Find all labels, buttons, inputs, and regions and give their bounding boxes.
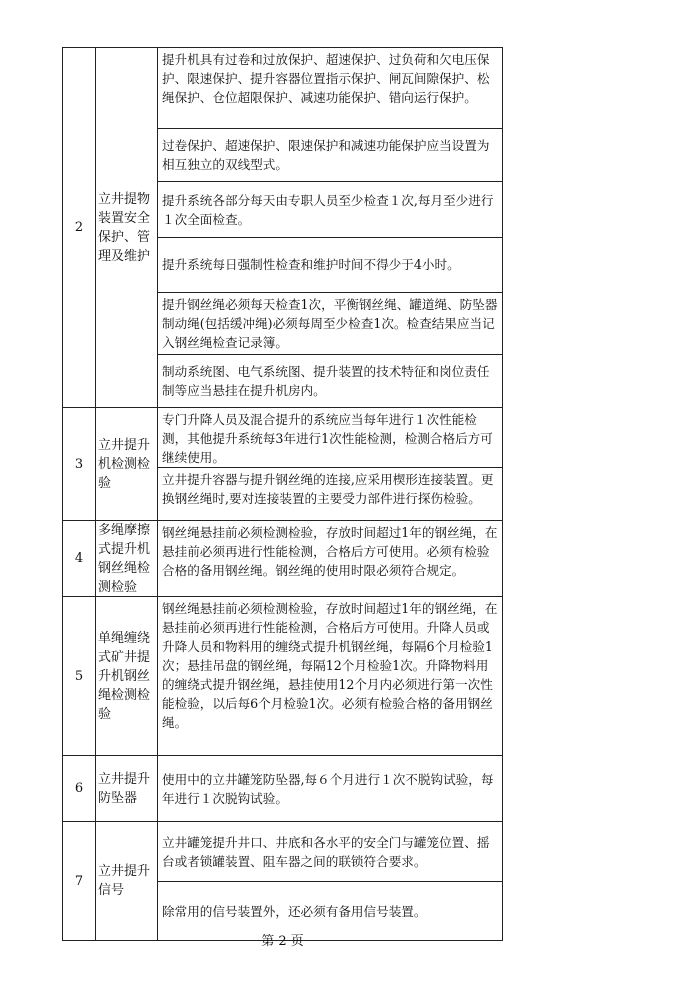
requirement-text: 提升系统每日强制性检查和维护时间不得少于4小时。	[162, 257, 460, 273]
row-category: 立井提升防坠器	[96, 756, 158, 821]
requirement-text: 钢丝绳悬挂前必须检测检验，存放时间超过1年的钢丝绳，在悬挂前必须再进行性能检测，合格后方可使用。升降人员或升降人员和物料用的缠绕式提升机钢丝绳，每隔6个月检验1次；悬挂吊盘的钢丝绳，每隔12个月检验1次。升降物料用的缠绕式提升钢丝绳，悬挂使用12个月内必须进行第一次性能检验，以后每6个月检验1次。必须有检验合格的备用钢丝绳。	[162, 601, 498, 730]
requirement-text: 过卷保护、超速保护、限速保护和减速功能保护应当设置为相互独立的双线型式。	[162, 137, 490, 172]
row-category: 立井提升机检测检验	[96, 408, 158, 520]
table-row	[62, 822, 503, 941]
requirement-cell	[158, 756, 502, 821]
row-number: 6	[63, 756, 96, 821]
requirement-cell	[158, 822, 502, 882]
requirement-cell	[158, 238, 502, 293]
row-number: 5	[63, 597, 96, 755]
requirement-text: 钢丝绳悬挂前必须检测检验，存放时间超过1年的钢丝绳，在悬挂前必须再进行性能检测，合格后方可使用。必须有检验合格的备用钢丝绳。钢丝绳的使用时限必须符合规定。	[162, 525, 498, 578]
table-row	[62, 597, 503, 756]
page-number: 第 2 页	[261, 934, 304, 949]
requirement-text: 使用中的立井罐笼防坠器,每６个月进行１次不脱钩试验，每年进行１次脱钩试验。	[162, 771, 494, 806]
table-row	[62, 521, 503, 597]
requirement-text: 制动系统图、电气系统图、提升装置的技术特征和岗位责任制等应当悬挂在提升机房内。	[162, 364, 490, 399]
table-row	[62, 408, 503, 521]
row-items	[158, 521, 502, 596]
row-number: 3	[63, 408, 96, 520]
requirement-text: 提升钢丝绳必须每天检查1次，平衡钢丝绳、罐道绳、防坠器制动绳(包括缓冲绳)必须每周至少检查1次。检查结果应当记入钢丝绳检查记录簿。	[162, 296, 498, 350]
row-category: 立井提物装置安全保护、管理及维护	[96, 48, 158, 407]
requirement-text: 除常用的信号装置外，还必须有备用信号装置。	[162, 903, 427, 919]
requirement-cell	[158, 293, 502, 356]
row-category: 单绳缠绕式矿井提升机钢丝绳检测检验	[96, 597, 158, 755]
row-category: 多绳摩擦式提升机钢丝绳检测检验	[96, 521, 158, 596]
requirement-cell	[158, 468, 502, 520]
requirement-text: 专门升降人员及混合提升的系统应当每年进行１次性能检测，其他提升系统每3年进行1次性能检测，检测合格后方可继续使用。	[162, 412, 493, 465]
requirement-text: 立井提升容器与提升钢丝绳的连接,应采用楔形连接装置。更换钢丝绳时,要对连接装置的主要受力部件进行探伤检验。	[162, 472, 494, 506]
row-items	[158, 756, 502, 821]
requirement-text: 立井罐笼提升井口、井底和各水平的安全门与罐笼位置、摇台或者锁罐装置、阻车器之间的联锁符合要求。	[162, 834, 490, 869]
table-row	[62, 47, 503, 408]
row-number: 4	[63, 521, 96, 596]
row-category: 立井提升信号	[96, 822, 158, 940]
inspection-table	[62, 47, 503, 941]
requirement-cell	[158, 597, 502, 755]
requirement-cell	[158, 355, 502, 407]
requirement-cell	[158, 408, 502, 468]
requirement-cell	[158, 129, 502, 183]
row-items	[158, 597, 502, 755]
row-items	[158, 48, 502, 407]
requirement-text: 提升系统各部分每天由专职人员至少检查１次,每月至少进行１次全面检查。	[162, 192, 494, 227]
row-items	[158, 822, 502, 940]
row-items	[158, 408, 502, 520]
table-row	[62, 756, 503, 822]
row-number: 7	[63, 822, 96, 940]
requirement-cell	[158, 48, 502, 129]
requirement-cell	[158, 521, 502, 596]
requirement-cell	[158, 182, 502, 238]
requirement-text: 提升机具有过卷和过放保护、超速保护、过负荷和欠电压保护、限速保护、提升容器位置指示保护、闸瓦间隙保护、松绳保护、仓位超限保护、减速功能保护、错向运行保护。	[162, 52, 490, 105]
row-number: 2	[63, 48, 96, 407]
